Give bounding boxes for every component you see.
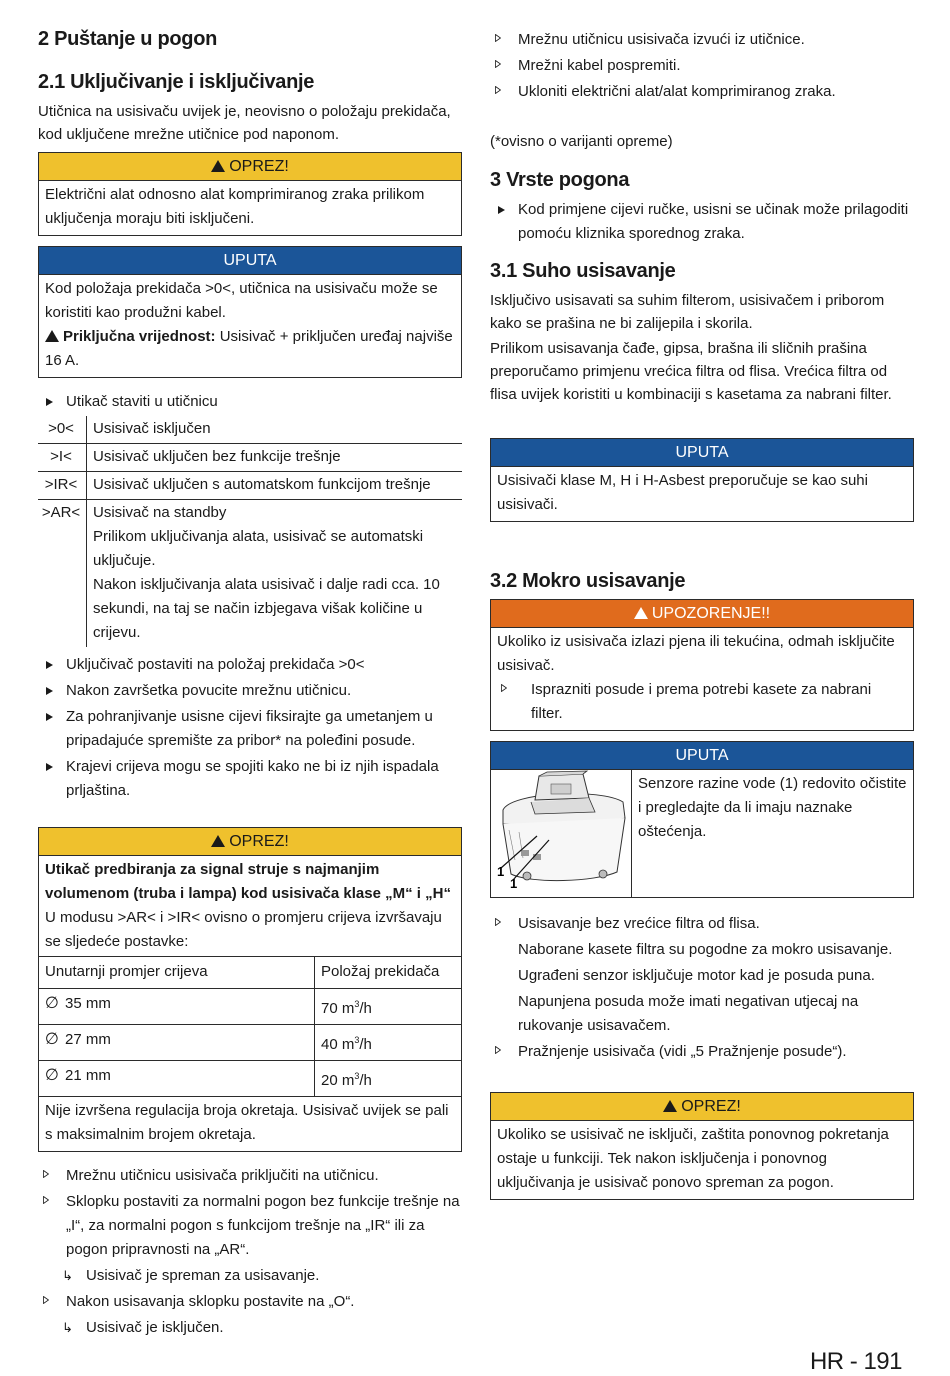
step-arrow-icon (495, 34, 501, 42)
note-box-1 (38, 246, 462, 378)
list-item: Usisavanje bez vrećice filtra od flisa. (490, 912, 914, 936)
table-row (38, 444, 462, 472)
table-header-row (39, 957, 461, 989)
caution-header: OPREZ! (491, 1093, 913, 1121)
caution-box-1 (38, 152, 462, 236)
caution-text: Ukoliko se usisivač ne isključi, zaštita ponovnog pokretanja ostaje u funkciji. Tek nakon isključenja i ponovnog uključivanja je usisivač ponovo spreman za pogon. (497, 1126, 889, 1191)
wet-steps (490, 912, 914, 1064)
flow-cell: 20 $m^3/h$ (315, 1061, 462, 1097)
note-header: UPUTA (491, 439, 913, 467)
list-item: Utikač staviti u utičnicu (38, 390, 462, 414)
diameter-symbol-icon: ∅ (45, 995, 59, 1012)
flow-cell: 70 $m^3/h$ (315, 989, 462, 1025)
vacuum-cleaner-image (491, 770, 631, 897)
bullet-arrow-icon (46, 661, 53, 669)
caution-footer: Nije izvršena regulacija broja okretaja. Usisivač uvijek se pali s maksimalnim brojem okretaja. (39, 1096, 461, 1151)
warning-triangle-icon (211, 835, 225, 847)
note-header: UPUTA (491, 742, 913, 770)
final-steps (38, 1164, 462, 1340)
warning-triangle-icon (45, 330, 59, 342)
list-item: Nakon završetka povucite mrežnu utičnicu. (38, 679, 462, 703)
table-row (39, 1061, 461, 1097)
warning-triangle-icon (211, 160, 225, 172)
hose-diameter-table (39, 956, 461, 1096)
caution-text: Električni alat odnosno alat komprimiranog zraka prilikom uključenja moraju biti isključeni. (45, 186, 425, 227)
left-column (38, 28, 462, 1340)
step-arrow-icon (501, 684, 507, 692)
table-row (39, 1025, 461, 1061)
list-item: Mrežnu utičnicu usisivača priključiti na utičnicu. (38, 1164, 462, 1188)
unplug-steps (490, 28, 914, 104)
list-item: Kod primjene cijevi ručke, usisni se učinak može prilagoditi pomoću kliznika sporednog zraka. (490, 198, 914, 246)
diameter-cell: ∅ 27 mm (39, 1025, 315, 1061)
heading-modes: 3 Vrste pogona (490, 169, 630, 191)
table-row (39, 989, 461, 1025)
heading-start: 2 Puštanje u pogon (38, 28, 218, 50)
list-item: Naborane kasete filtra su pogodne za mokro usisavanje. (518, 941, 893, 958)
list-item: Pražnjenje usisivača (vidi „5 Pražnjenje posude“). (490, 1040, 914, 1064)
note-text: Usisivači klase M, H i H-Asbest preporučuje se kao suhi usisivači. (497, 472, 868, 513)
caution-text: U modusu >AR< i >IR< ovisno o promjeru crijeva izvršavaju se sljedeće postavke: (45, 909, 442, 950)
result-arrow-icon: ↳ (62, 1320, 73, 1335)
table-row (38, 472, 462, 500)
vacuum-illustration (491, 770, 632, 897)
right-column (490, 28, 914, 1200)
position-desc: Usisivač uključen bez funkcije trešnje (87, 444, 463, 472)
diameter-symbol-icon: ∅ (45, 1067, 59, 1084)
sensor-callout-label: 1 (510, 876, 518, 891)
note-body (39, 275, 461, 377)
modes-steps (490, 198, 914, 246)
step-arrow-icon (495, 60, 501, 68)
note-box-2 (490, 438, 914, 522)
operation-steps (38, 653, 462, 803)
flow-cell: 40 $m^3/h$ (315, 1025, 462, 1061)
diameter-cell: ∅ 35 mm (39, 989, 315, 1025)
warning-text: Ukoliko iz usisivača izlazi pjena ili tekućina, odmah isključite usisivač. (497, 633, 895, 674)
step-arrow-icon (495, 86, 501, 94)
caution-body (39, 856, 461, 956)
position-desc: Usisivač uključen s automatskom funkcijom trešnje (87, 472, 463, 500)
bullet-arrow-icon (46, 398, 53, 406)
list-item: Nakon usisavanja sklopku postavite na „O“. (38, 1290, 462, 1314)
list-item: ↳ Usisivač je isključen. (38, 1316, 462, 1340)
list-item: ↳ Usisivač je spreman za usisavanje. (38, 1264, 462, 1288)
step-arrow-icon (43, 1296, 49, 1304)
list-item: Mrežni kabel pospremiti. (490, 54, 914, 78)
heading-dry: 3.1 Suho usisavanje (490, 260, 676, 282)
bullet-arrow-icon (46, 763, 53, 771)
sensor-callout-label: 1 (497, 864, 505, 879)
step-arrow-icon (43, 1170, 49, 1178)
heading-on-off: 2.1 Uključivanje i isključivanje (38, 71, 315, 93)
warning-triangle-icon (663, 1100, 677, 1112)
step-arrow-icon (43, 1196, 49, 1204)
warning-box (490, 599, 914, 731)
caution-bold-text: Utikač predbiranja za signal struje s najmanjim volumenom (truba i lampa) kod usisivača klase „M“ i „H“ (45, 861, 451, 902)
column-header: Položaj prekidača (315, 957, 462, 989)
position-code: >I< (38, 444, 87, 472)
list-item: Za pohranjivanje usisne cijevi fiksirajte ga umetanjem u pripadajuće spremište za pribor* na poleđini posude. (38, 705, 462, 753)
connection-value: Priključna vrijednost: Usisivač + priključen uređaj najviše 16 A. (45, 328, 453, 369)
position-desc: Usisivač na standby Prilikom uključivanja alata, usisivač se automatski uključuje. Nakon isključivanja alata usisivač i dalje radi cca. 10 sekundi, na taj se način izbjegava višak količine u crijevu. (93, 504, 440, 641)
position-desc: Usisivač isključen (87, 416, 463, 444)
table-row (38, 500, 462, 648)
dry-text-2: Prilikom usisavanja čađe, gipsa, brašna ili sličnih prašina preporučamo primjenu vrećica filtra od flisa. Vrećica filtra od flisa uvijek koristiti u kombinaciji s kasetama za nabrani filter. (490, 340, 892, 403)
list-item: Mrežnu utičnicu usisivača izvući iz utičnice. (490, 28, 914, 52)
caution-header: OPREZ! (39, 828, 461, 856)
page-number: HR - 191 (809, 1348, 902, 1375)
list-item: Ugrađeni senzor isključuje motor kad je posuda puna. (518, 967, 875, 984)
bullet-arrow-icon (46, 687, 53, 695)
list-item: Krajevi crijeva mogu se spojiti kako ne bi iz njih ispadala prljaština. (38, 755, 462, 803)
column-header: Unutarnji promjer crijeva (39, 957, 315, 989)
note-text: Kod položaja prekidača >0<, utičnica na usisivaču može se koristiti kao produžni kabel. (45, 280, 438, 321)
bullet-arrow-icon (46, 713, 53, 721)
note-text: Senzore razine vode (1) redovito očistite i pregledajte da li imaju naznake oštećenja. (638, 775, 907, 840)
warning-header: UPOZORENJE!! (491, 600, 913, 628)
caution-header: OPREZ! (39, 153, 461, 181)
caution-box-3 (490, 1092, 914, 1200)
heading-wet: 3.2 Mokro usisavanje (490, 570, 686, 592)
diameter-symbol-icon: ∅ (45, 1031, 59, 1048)
list-item: Sklopku postaviti za normalni pogon bez funkcije trešnje na „I“, za normalni pogon s funkcijom trešnje na „IR“ ili za pogon pripravnosti na „AR“. (38, 1190, 462, 1262)
position-code: >IR< (38, 472, 87, 500)
warning-body (491, 628, 913, 730)
switch-positions-table (38, 416, 462, 647)
table-row (38, 416, 462, 444)
position-code: >0< (38, 416, 87, 444)
list-item: Uključivač postaviti na položaj prekidača >0< (38, 653, 462, 677)
note-header: UPUTA (39, 247, 461, 275)
variant-note: (*ovisno o varijanti opreme) (490, 133, 673, 150)
plug-step-list (38, 390, 462, 414)
note-box-3 (490, 741, 914, 898)
dry-text-1: Isključivo usisavati sa suhim filterom, usisivačem i priborom kako se prašina ne bi zalijepila i skorila. (490, 292, 885, 332)
step-arrow-icon (495, 1046, 501, 1054)
step-arrow-icon (495, 918, 501, 926)
result-arrow-icon: ↳ (62, 1268, 73, 1283)
caution-box-2 (38, 827, 462, 1152)
intro-text: Utičnica na usisivaču uvijek je, neovisno o položaju prekidača, kod uključene mrežne utičnice pod naponom. (38, 103, 451, 143)
position-code: >AR< (38, 500, 87, 648)
bullet-arrow-icon (498, 206, 505, 214)
diameter-cell: ∅ 21 mm (39, 1061, 315, 1097)
list-item: Ukloniti električni alat/alat komprimiranog zraka. (490, 80, 914, 104)
note-body (491, 770, 913, 897)
warning-triangle-icon (634, 607, 648, 619)
list-item: Napunjena posuda može imati negativan utjecaj na rukovanje usisavačem. (518, 993, 859, 1034)
warning-step: Isprazniti posude i prema potrebi kasete za nabrani filter. (497, 678, 907, 726)
